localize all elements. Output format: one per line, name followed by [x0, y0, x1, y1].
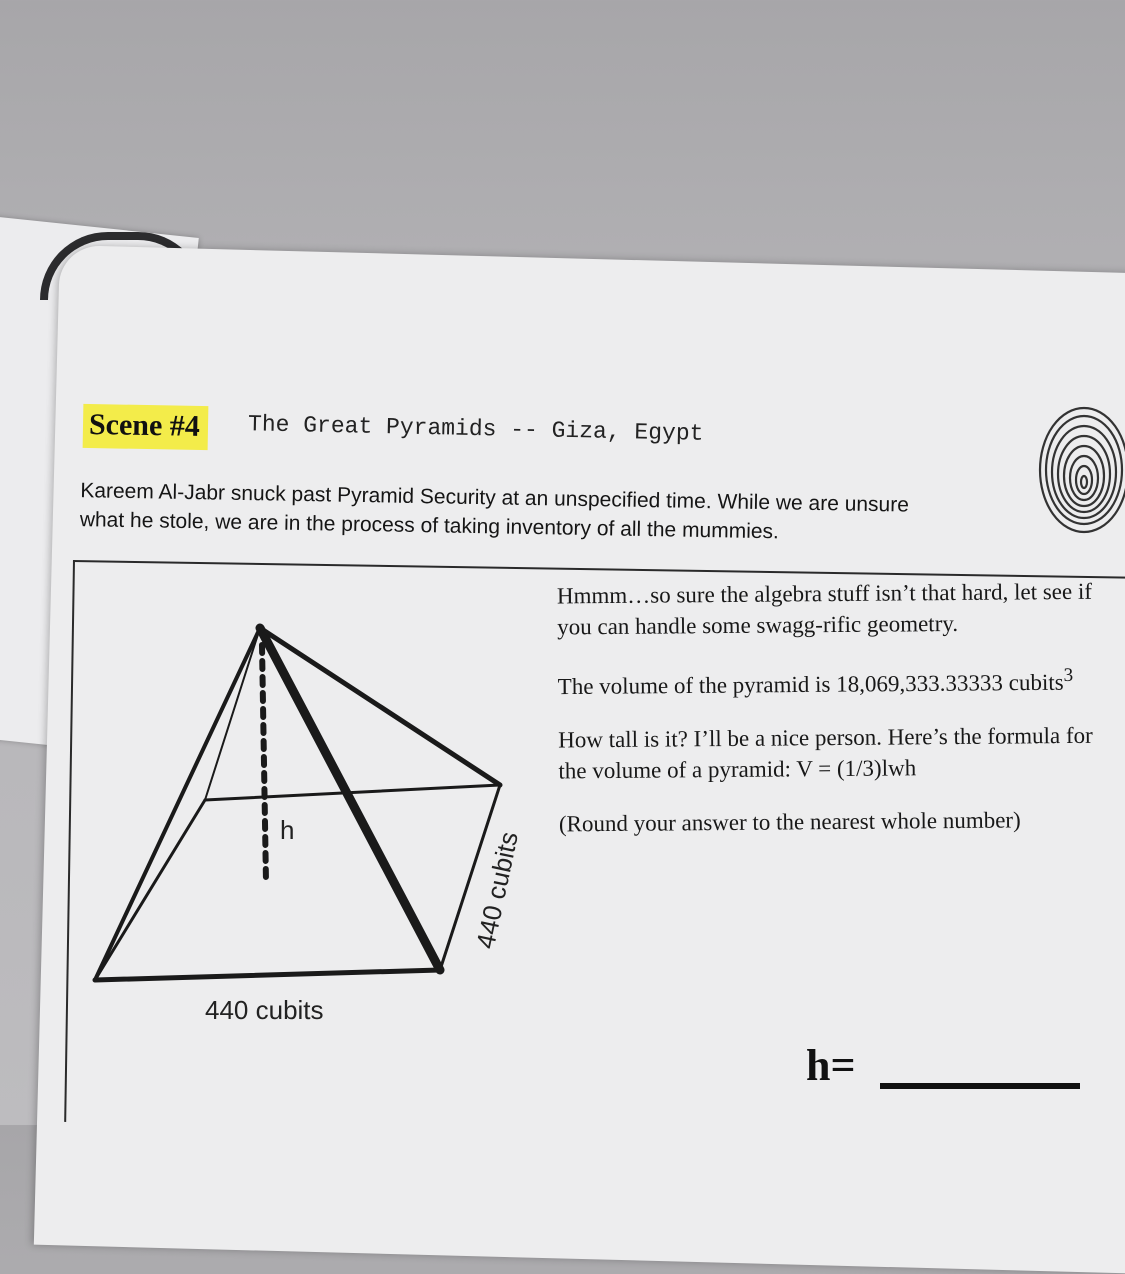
- intro-line-1: Kareem Al-Jabr snuck past Pyramid Security at an unspecified time. While we are unsure: [80, 479, 910, 517]
- problem-text: [557, 576, 1119, 862]
- problem-volume: [558, 660, 1118, 703]
- scene-tag: Scene #4: [83, 404, 209, 450]
- height-label: h: [280, 815, 295, 845]
- answer-blank[interactable]: [880, 1083, 1080, 1089]
- intro-line-2: what he stole, we are in the process of taking inventory of all the mummies.: [79, 508, 780, 544]
- side-label: 440 cubits: [470, 829, 524, 952]
- problem-question: How tall is it? I’ll be a nice person. Here’s the formula for the volume of a pyramid: V = (1/3)lwh: [558, 722, 1093, 784]
- scene-title: The Great Pyramids -- Giza, Egypt: [247, 411, 704, 447]
- volume-exponent: 3: [1063, 664, 1074, 687]
- answer-label: h=: [806, 1041, 856, 1090]
- base-label: 440 cubits: [205, 995, 324, 1025]
- volume-text: The volume of the pyramid is 18,069,333.33333 cubits: [557, 669, 1064, 700]
- problem-rounding: (Round your answer to the nearest whole number): [558, 807, 1021, 837]
- problem-intro: Hmmm…so sure the algebra stuff isn’t that hard, let see if you can handle some swagg-rific geometry.: [556, 578, 1093, 640]
- fingerprint-icon: [1032, 400, 1125, 545]
